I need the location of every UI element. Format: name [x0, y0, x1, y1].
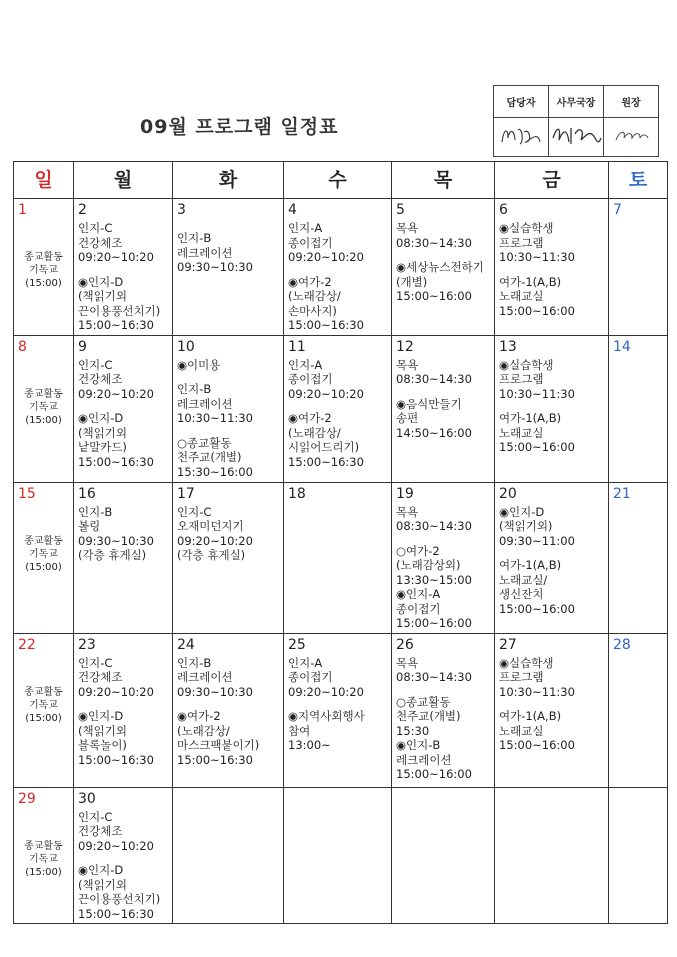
event-line: (15:00): [25, 561, 62, 573]
event-line: 15:00~16:30: [78, 318, 154, 332]
approval-header-manager: 사무국장: [549, 86, 604, 118]
event-spacer: [499, 265, 604, 275]
event-line: 레크레이션: [396, 752, 452, 767]
event-line: (각층 휴게실): [78, 548, 147, 562]
event-spacer: [18, 515, 69, 525]
event-line: 기독교: [29, 699, 58, 711]
event-line: (책읽기외: [78, 723, 127, 738]
day-number: 17: [177, 485, 195, 502]
day-cell: [173, 482, 284, 633]
event-line: ◉세상뉴스전하기: [396, 260, 484, 274]
event-spacer: [499, 401, 604, 411]
day-events: [18, 810, 69, 879]
day-events: [396, 505, 490, 631]
event-line: 15:00~16:30: [78, 906, 154, 921]
day-cell: [392, 482, 495, 633]
event-line: 마스크팩붙이기): [177, 738, 260, 752]
day-cell: [14, 335, 74, 482]
event-line: 08:30~14:30: [396, 372, 472, 386]
day-events: [18, 505, 69, 574]
day-events: [288, 656, 387, 753]
day-cell: [495, 787, 609, 924]
event-spacer: [18, 378, 69, 388]
event-line: ◉실습학생: [499, 655, 554, 670]
event-spacer: [78, 699, 168, 709]
event-line: 기독교: [29, 548, 58, 560]
day-events: [78, 505, 168, 563]
event-line: 인지-A: [288, 221, 323, 235]
day-cell: [284, 335, 392, 482]
day-cell: [609, 482, 668, 633]
event-line: 13:30~15:00: [396, 572, 472, 587]
event-line: ◉인지-B: [396, 738, 441, 752]
day-cell: [14, 633, 74, 787]
event-line: 송편: [396, 411, 419, 425]
event-line: 10:30~11:30: [177, 411, 253, 425]
day-cell: [74, 787, 173, 924]
event-line: 프로그램: [499, 670, 544, 684]
event-line: 종교활동: [24, 535, 63, 547]
day-events: [78, 358, 168, 470]
event-line: 09:30~10:30: [78, 533, 154, 548]
day-events: [18, 358, 69, 427]
event-line: ◉지역사회행사: [288, 709, 365, 723]
event-line: 인지-B: [177, 382, 212, 396]
event-line: 종이접기: [396, 601, 441, 616]
day-cell: [609, 335, 668, 482]
event-line: ◉음식만들기: [396, 396, 462, 411]
event-line: 15:00~16:00: [396, 289, 472, 303]
event-line: 10:30~11:30: [499, 684, 575, 699]
event-spacer: [288, 401, 387, 411]
event-line: ◉인지-D: [78, 709, 124, 723]
event-line: 여가-1(A,B): [499, 274, 562, 289]
day-events: [396, 358, 490, 441]
day-number: 1: [18, 202, 27, 218]
event-line: 참여: [288, 723, 311, 738]
event-line: 종교활동: [24, 840, 63, 852]
day-number: 18: [288, 485, 306, 502]
day-cell: [392, 787, 495, 924]
event-line: 인지-B: [177, 231, 212, 245]
event-line: ◉여가-2: [177, 709, 221, 723]
signature-staff: [494, 118, 549, 157]
event-spacer: [18, 676, 69, 686]
event-line: 15:00~16:00: [499, 601, 575, 616]
event-line: 인지-C: [78, 655, 113, 670]
event-line: 15:30: [396, 723, 430, 738]
event-line: (책읽기외: [78, 877, 127, 892]
event-line: 레크레이션: [177, 396, 233, 411]
event-line: ◉인지-D: [499, 504, 545, 519]
event-line: (책읽기외): [499, 519, 553, 533]
event-spacer: [18, 820, 69, 830]
event-line: 08:30~14:30: [396, 235, 472, 250]
weekday-sun: 일: [14, 162, 74, 199]
week-row: [14, 787, 668, 924]
day-cell: [173, 633, 284, 787]
event-line: 레크레이션: [177, 670, 233, 684]
day-number: 15: [18, 485, 36, 502]
event-spacer: [18, 221, 69, 231]
day-number: 13: [499, 338, 517, 355]
week-row: [14, 482, 668, 633]
event-line: (15:00): [25, 866, 62, 878]
approval-box: [493, 85, 659, 157]
day-number: 30: [78, 790, 96, 807]
day-number: 7: [613, 202, 622, 218]
day-cell: [173, 335, 284, 482]
event-spacer: [177, 699, 279, 709]
event-line: 09:20~10:20: [78, 684, 154, 699]
event-line: 인지-B: [177, 655, 212, 670]
event-line: ◉실습학생: [499, 357, 554, 372]
event-line: 09:20~10:20: [78, 838, 154, 853]
event-line: 15:00~16:30: [288, 454, 364, 469]
event-line: ◉인지-A: [396, 587, 441, 601]
day-events: [177, 221, 279, 275]
day-number: 4: [288, 202, 297, 218]
event-line: ◉인지-D: [78, 863, 124, 877]
event-line: 09:20~10:20: [78, 386, 154, 401]
event-line: 15:00~16:30: [78, 752, 154, 767]
event-line: 낱말카드): [78, 440, 127, 454]
event-spacer: [78, 853, 168, 863]
event-line: 14:50~16:00: [396, 425, 472, 440]
event-line: 15:00~16:00: [499, 738, 575, 752]
event-line: 노래교실/: [499, 572, 548, 587]
event-spacer: [288, 265, 387, 275]
day-cell: [14, 199, 74, 336]
day-number: 14: [613, 338, 631, 355]
day-events: [18, 221, 69, 290]
day-events: [396, 221, 490, 304]
event-line: 09:20~10:20: [177, 533, 253, 548]
event-spacer: [18, 666, 69, 676]
event-line: 레크레이션: [177, 245, 233, 260]
event-line: 인지-C: [78, 221, 113, 235]
event-line: 10:30~11:30: [499, 386, 575, 401]
event-line: 15:00~16:30: [78, 454, 154, 469]
event-line: 여가-1(A,B): [499, 558, 562, 572]
event-line: 기독교: [29, 853, 58, 865]
event-line: 건강체조: [78, 824, 123, 838]
day-number: 20: [499, 485, 517, 502]
event-line: 인지-A: [288, 655, 323, 670]
event-spacer: [18, 810, 69, 820]
event-line: (노래감상/: [288, 289, 341, 303]
event-line: 목욕: [396, 221, 419, 235]
day-number: 19: [396, 485, 414, 502]
day-number: 26: [396, 636, 414, 653]
day-number: 16: [78, 485, 96, 502]
day-events: [177, 358, 279, 480]
event-spacer: [78, 265, 168, 275]
day-events: [78, 656, 168, 768]
event-line: ◉이미용: [177, 357, 221, 372]
event-line: 09:20~10:20: [288, 386, 364, 401]
event-line: ○종교활동: [396, 694, 451, 709]
day-cell: [284, 199, 392, 336]
day-cell: [74, 482, 173, 633]
event-line: ◉여가-2: [288, 411, 332, 425]
day-cell: [609, 633, 668, 787]
event-line: 15:00~16:30: [288, 318, 364, 332]
day-cell: [609, 787, 668, 924]
event-line: (노래감상외): [396, 558, 461, 572]
event-line: (15:00): [25, 278, 62, 289]
event-spacer: [499, 548, 604, 558]
signature-staff-mark: [496, 120, 546, 150]
day-events: [18, 656, 69, 725]
event-spacer: [288, 699, 387, 709]
day-cell: [284, 482, 392, 633]
event-line: 시읽어드리기): [288, 440, 360, 454]
event-line: 08:30~14:30: [396, 519, 472, 533]
weekday-wed: 수: [284, 162, 392, 199]
event-line: 09:30~10:30: [177, 684, 253, 699]
day-events: [78, 221, 168, 333]
day-events: [78, 810, 168, 922]
event-spacer: [177, 221, 279, 231]
calendar-table: [13, 161, 668, 924]
day-cell: [392, 335, 495, 482]
event-line: 종교활동: [24, 686, 63, 698]
day-number: 5: [396, 202, 405, 218]
event-line: ◉여가-2: [288, 274, 332, 289]
event-line: 15:00~16:00: [396, 616, 472, 630]
event-line: (노래감상/: [177, 723, 230, 738]
event-line: (15:00): [25, 712, 62, 724]
day-events: [177, 656, 279, 768]
event-spacer: [18, 525, 69, 535]
day-number: 2: [78, 202, 87, 218]
event-spacer: [499, 699, 604, 709]
event-spacer: [177, 426, 279, 436]
day-number: 12: [396, 338, 414, 355]
event-spacer: [18, 830, 69, 840]
event-line: (15:00): [25, 414, 62, 426]
event-spacer: [396, 250, 490, 260]
event-line: 인지-B: [78, 504, 113, 519]
approval-header-director: 원장: [604, 86, 659, 118]
day-cell: [173, 199, 284, 336]
weekday-thu: 목: [392, 162, 495, 199]
event-spacer: [18, 368, 69, 378]
signature-manager-mark: [549, 120, 603, 150]
event-line: 건강체조: [78, 235, 123, 250]
day-cell: [392, 199, 495, 336]
event-line: 15:00~16:30: [177, 752, 253, 767]
day-events: [499, 505, 604, 617]
event-line: 노래교실: [499, 425, 544, 440]
event-line: (개별): [396, 274, 428, 289]
day-events: [499, 358, 604, 455]
day-number: 3: [177, 202, 186, 218]
event-line: 09:20~10:20: [78, 250, 154, 264]
event-spacer: [18, 656, 69, 666]
event-line: (노래감상/: [288, 425, 341, 440]
event-spacer: [396, 534, 490, 544]
day-number: 11: [288, 338, 306, 355]
event-line: 목욕: [396, 655, 419, 670]
day-number: 25: [288, 636, 306, 653]
weekday-header-row: [14, 162, 668, 199]
day-number: 29: [18, 790, 36, 807]
week-row: [14, 633, 668, 787]
day-events: [499, 656, 604, 753]
day-cell: [495, 482, 609, 633]
event-line: 기독교: [29, 401, 58, 413]
day-events: [288, 358, 387, 470]
day-number: 22: [18, 636, 36, 653]
day-cell: [74, 199, 173, 336]
day-cell: [609, 199, 668, 336]
day-cell: [14, 482, 74, 633]
event-line: 노래교실: [499, 289, 544, 303]
day-number: 28: [613, 636, 631, 653]
event-line: 13:00~: [288, 738, 331, 752]
day-number: 23: [78, 636, 96, 653]
event-line: 인지-A: [288, 357, 323, 372]
week-row: [14, 335, 668, 482]
week-row: [14, 199, 668, 336]
event-spacer: [18, 358, 69, 368]
day-number: 6: [499, 202, 508, 218]
weekday-fri: 금: [495, 162, 609, 199]
event-line: 블록놀이): [78, 738, 127, 752]
event-line: 15:00~16:00: [396, 767, 472, 781]
weekday-sat: 토: [609, 162, 668, 199]
event-line: 여가-1(A,B): [499, 411, 562, 425]
event-line: ◉인지-D: [78, 274, 124, 289]
event-line: 인지-C: [177, 504, 212, 519]
event-line: 15:30~16:00: [177, 464, 253, 479]
event-line: 건강체조: [78, 372, 123, 386]
weekday-mon: 월: [74, 162, 173, 199]
day-events: [499, 221, 604, 318]
day-events: [396, 656, 490, 782]
event-line: 볼링: [78, 519, 101, 533]
page-title: 09월 프로그램 일정표: [140, 116, 339, 138]
event-line: 여가-1(A,B): [499, 709, 562, 723]
event-line: 종이접기: [288, 235, 333, 250]
event-line: 종이접기: [288, 670, 333, 684]
event-line: 프로그램: [499, 372, 544, 386]
event-line: 생신잔치: [499, 587, 544, 601]
signature-manager: [549, 118, 604, 157]
day-cell: [495, 335, 609, 482]
approval-header-staff: 담당자: [494, 86, 549, 118]
day-number: 27: [499, 636, 517, 653]
signature-director: [604, 118, 659, 157]
event-line: ◉인지-D: [78, 411, 124, 425]
day-cell: [284, 787, 392, 924]
event-spacer: [18, 241, 69, 251]
weekday-tue: 화: [173, 162, 284, 199]
event-spacer: [396, 685, 490, 695]
day-cell: [495, 633, 609, 787]
day-events: [177, 505, 279, 563]
event-line: 건강체조: [78, 670, 123, 684]
day-cell: [284, 633, 392, 787]
event-line: (책읽기외: [78, 425, 127, 440]
event-line: ○여가-2: [396, 543, 440, 558]
event-line: (책읽기외: [78, 289, 127, 303]
event-spacer: [18, 231, 69, 241]
event-line: 인지-C: [78, 809, 113, 824]
event-spacer: [78, 401, 168, 411]
event-line: ○종교활동: [177, 435, 232, 450]
day-cell: [14, 787, 74, 924]
event-line: (각층 휴게실): [177, 548, 246, 562]
event-spacer: [396, 387, 490, 397]
day-cell: [495, 199, 609, 336]
day-number: 10: [177, 338, 195, 355]
event-line: 프로그램: [499, 235, 544, 250]
event-line: 끈이용풍선치기): [78, 892, 161, 906]
event-line: 목욕: [396, 357, 419, 372]
event-line: 천주교(개별): [177, 450, 242, 464]
event-spacer: [177, 372, 279, 382]
event-spacer: [18, 505, 69, 515]
day-cell: [392, 633, 495, 787]
event-line: 종이접기: [288, 372, 333, 386]
day-cell: [173, 787, 284, 924]
day-cell: [74, 633, 173, 787]
event-line: 목욕: [396, 504, 419, 519]
day-cell: [74, 335, 173, 482]
event-line: 인지-C: [78, 357, 113, 372]
day-events: [288, 221, 387, 333]
event-line: ◉실습학생: [499, 221, 554, 235]
event-line: 09:20~10:20: [288, 250, 364, 264]
event-line: 종교활동: [24, 388, 63, 400]
event-line: 노래교실: [499, 723, 544, 738]
event-line: 종교활동: [24, 252, 63, 263]
event-line: 10:30~11:30: [499, 250, 575, 264]
event-line: 09:30~10:30: [177, 260, 253, 274]
day-number: 8: [18, 338, 27, 355]
signature-director-mark: [606, 120, 656, 150]
event-line: 천주교(개별): [396, 709, 461, 723]
day-number: 9: [78, 338, 87, 355]
event-line: 08:30~14:30: [396, 670, 472, 684]
event-line: 끈이용풍선치기): [78, 303, 161, 318]
event-line: 기독교: [29, 265, 58, 276]
day-number: 24: [177, 636, 195, 653]
event-line: 09:20~10:20: [288, 684, 364, 699]
event-line: 손마사지): [288, 303, 337, 318]
event-line: 09:30~11:00: [499, 533, 575, 548]
event-line: 15:00~16:00: [499, 303, 575, 318]
event-line: 15:00~16:00: [499, 440, 575, 454]
event-line: 오재미던지기: [177, 519, 244, 533]
day-number: 21: [613, 485, 631, 502]
